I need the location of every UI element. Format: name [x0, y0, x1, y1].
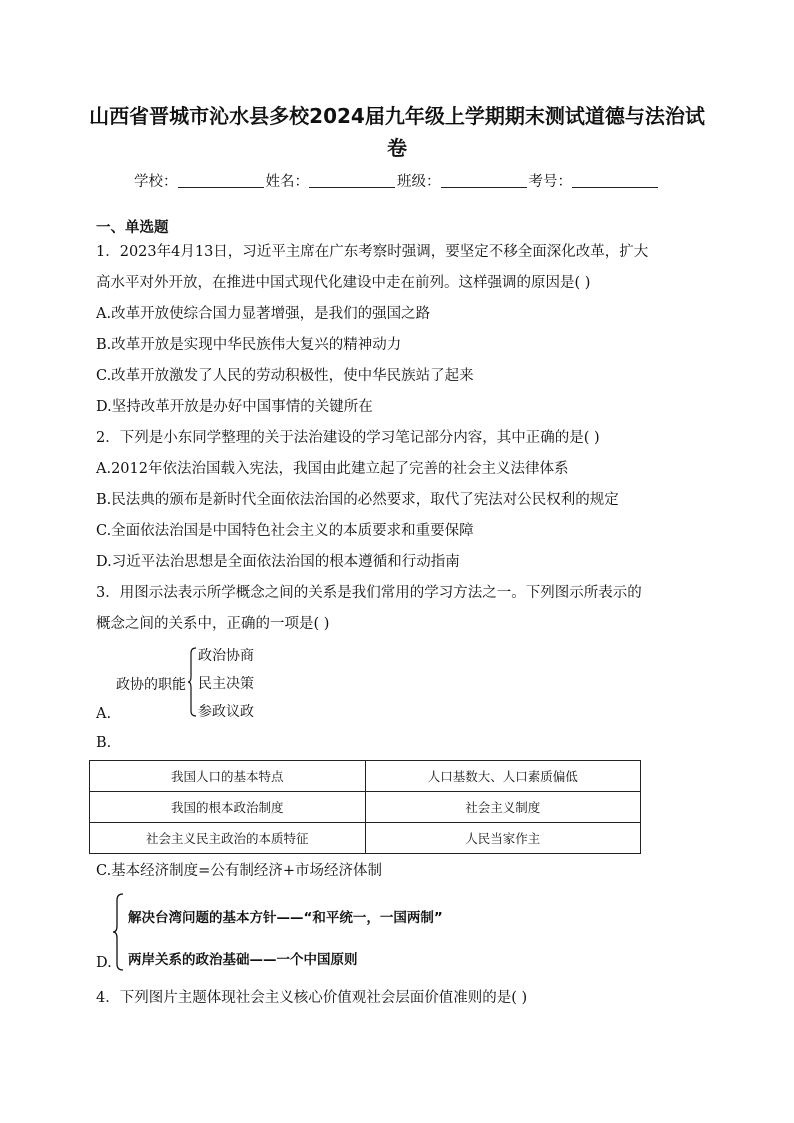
q3-option-d-label[interactable]: D.	[96, 955, 112, 971]
q3-option-d-figure	[112, 893, 492, 971]
table-row	[90, 761, 641, 792]
student-info-row	[0, 170, 794, 191]
cross-strait-basis-row: 两岸关系的政治基础——一个中国原则	[128, 952, 358, 968]
q3-stem-line1: 3．用图示法表示所学概念之间的关系是我们常用的学习方法之一。下列图示所表示的	[96, 585, 642, 601]
q2-option-d[interactable]: D.习近平法治思想是全面依法治国的根本遵循和行动指南	[96, 554, 460, 570]
q3-option-c[interactable]: C.基本经济制度=公有制经济+市场经济体制	[96, 863, 382, 879]
table-row	[90, 823, 641, 854]
exam-title-line1: 山西省晋城市沁水县多校2024届九年级上学期期末测试道德与法治试	[89, 104, 705, 128]
left-brace-icon	[187, 647, 197, 717]
q3-stem-line2: 概念之间的关系中，正确的一项是( )	[96, 616, 330, 632]
q4-stem: 4．下列图片主题体现社会主义核心价值观社会层面价值准则的是( )	[96, 990, 528, 1006]
table-cell: 社会主义制度	[365, 792, 641, 823]
q3-option-b-label[interactable]: B.	[96, 735, 112, 751]
taiwan-policy-row: 解决台湾问题的基本方针——“和平统一，一国两制”	[128, 910, 443, 926]
name-label: 姓名：	[265, 174, 309, 190]
q3-option-a-label[interactable]: A.	[96, 706, 112, 722]
exam-title-line2: 卷	[387, 136, 407, 160]
q2-option-c[interactable]: C.全面依法治国是中国特色社会主义的本质要求和重要保障	[96, 523, 474, 539]
left-brace-icon	[112, 893, 124, 971]
q2-stem: 2．下列是小东同学整理的关于法治建设的学习笔记部分内容，其中正确的是( )	[96, 430, 600, 446]
class-label: 班级：	[397, 174, 441, 190]
table-cell: 我国人口的基本特点	[90, 761, 366, 792]
table-cell: 我国的根本政治制度	[90, 792, 366, 823]
cppcc-functions-label: 政协的职能	[116, 677, 186, 693]
number-blank[interactable]	[572, 173, 658, 188]
q2-option-b[interactable]: B.民法典的颁布是新时代全面依法治国的必然要求，取代了宪法对公民权利的规定	[96, 492, 619, 508]
school-label: 学校：	[134, 174, 178, 190]
number-label: 考号：	[528, 174, 572, 190]
school-blank[interactable]	[178, 173, 264, 188]
name-blank[interactable]	[309, 173, 395, 188]
q3-option-a-figure	[114, 645, 274, 721]
q1-option-c[interactable]: C.改革开放激发了人民的劳动积极性，使中华民族站了起来	[96, 368, 474, 384]
q1-stem-line1: 1．2023年4月13日，习近平主席在广东考察时强调，要坚定不移全面深化改革，扩大	[96, 244, 649, 260]
class-blank[interactable]	[441, 173, 527, 188]
cppcc-function-item: 参政议政	[198, 704, 254, 720]
section-heading: 一、单选题	[96, 220, 169, 236]
table-cell: 人民当家作主	[365, 823, 641, 854]
q1-option-a[interactable]: A.改革开放使综合国力显著增强，是我们的强国之路	[96, 306, 431, 322]
q1-option-b[interactable]: B.改革开放是实现中华民族伟大复兴的精神动力	[96, 337, 402, 353]
table-cell: 人口基数大、人口素质偏低	[365, 761, 641, 792]
table-cell: 社会主义民主政治的本质特征	[90, 823, 366, 854]
q1-option-d[interactable]: D.坚持改革开放是办好中国事情的关键所在	[96, 399, 373, 415]
table-row	[90, 792, 641, 823]
cppcc-function-item: 政治协商	[198, 648, 254, 664]
cppcc-function-item: 民主决策	[198, 676, 254, 692]
q3-option-b-table	[89, 760, 641, 854]
q2-option-a[interactable]: A.2012年依法治国载入宪法，我国由此建立起了完善的社会主义法律体系	[96, 461, 569, 477]
q1-stem-line2: 高水平对外开放，在推进中国式现代化建设中走在前列。这样强调的原因是( )	[96, 275, 591, 291]
